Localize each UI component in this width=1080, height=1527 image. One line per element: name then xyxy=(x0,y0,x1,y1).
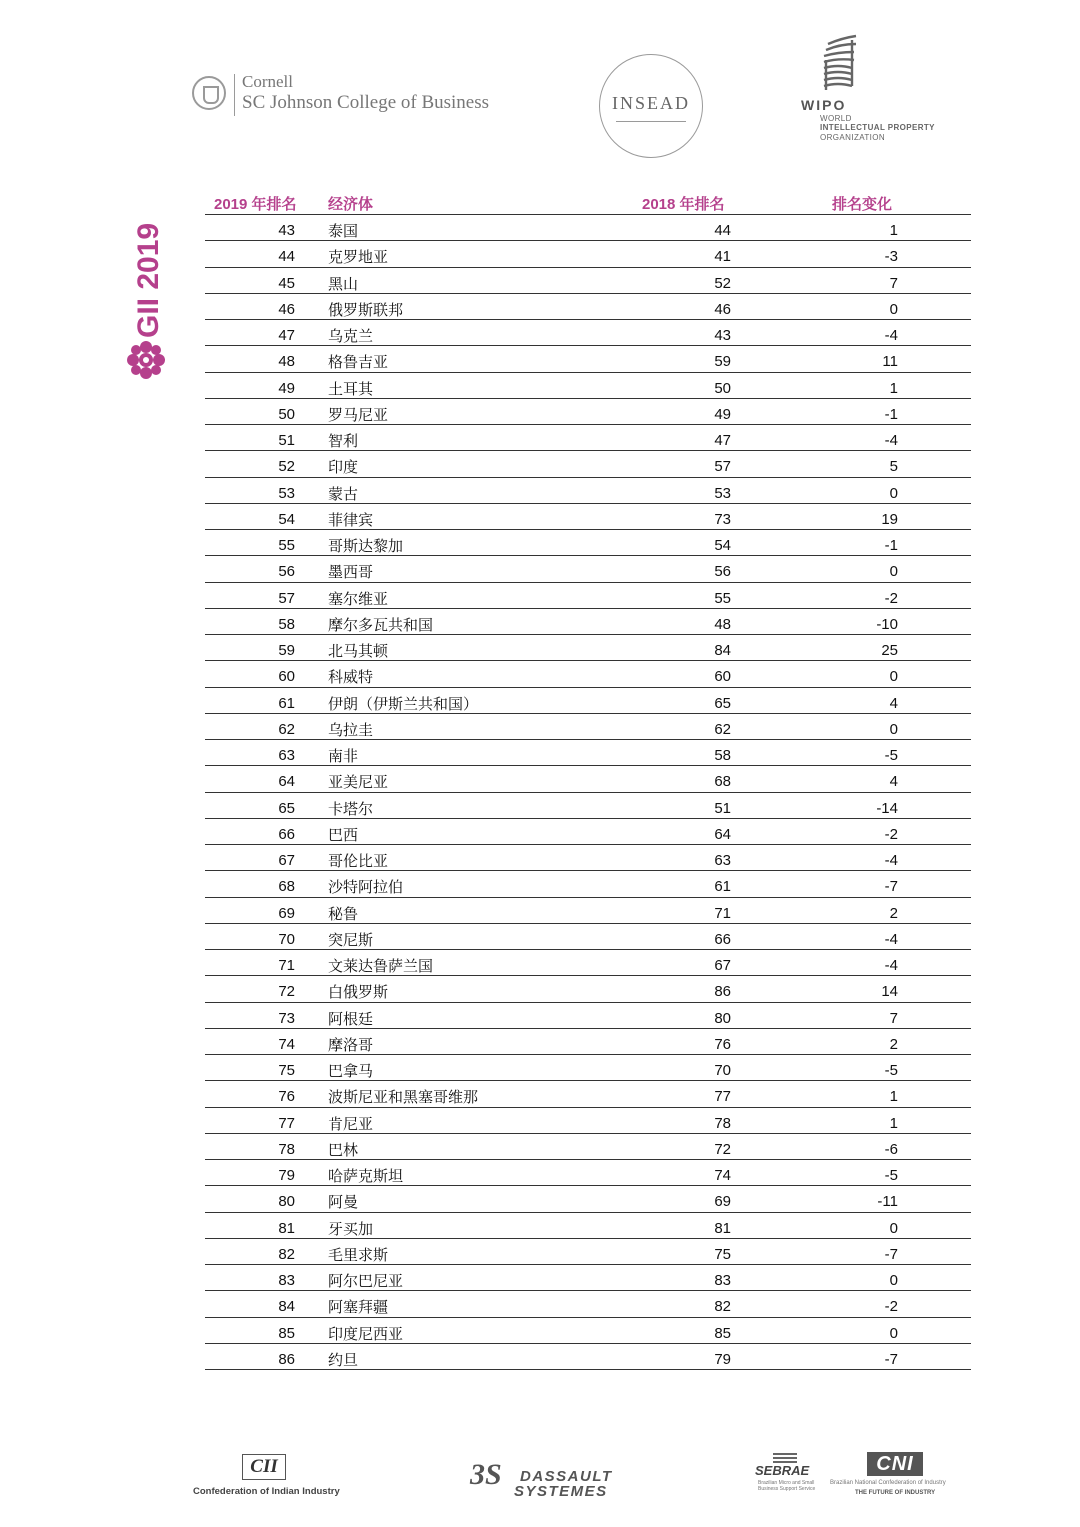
table-row xyxy=(205,845,971,871)
table-row xyxy=(205,976,971,1002)
cell-rank-2019: 44 xyxy=(278,248,295,266)
cell-rank-2019: 49 xyxy=(278,379,295,397)
table-row xyxy=(205,1213,971,1239)
gii-flower-icon xyxy=(127,341,165,379)
table-row xyxy=(205,556,971,582)
table-row xyxy=(205,451,971,477)
cell-rank-2019: 79 xyxy=(278,1167,295,1184)
cell-rank-2018: 75 xyxy=(714,1245,731,1263)
cell-rank-2019: 63 xyxy=(278,747,295,764)
cell-rank-2018: 46 xyxy=(714,300,731,318)
cell-rank-2019: 59 xyxy=(278,642,295,659)
cell-rank-2019: 52 xyxy=(278,458,295,476)
cell-economy: 哈萨克斯坦 xyxy=(328,1167,404,1185)
cni-tagline: THE FUTURE OF INDUSTRY xyxy=(855,1490,936,1496)
cell-rank-2018: 59 xyxy=(714,353,731,371)
cell-rank-2018: 66 xyxy=(714,930,731,948)
cell-economy: 俄罗斯联邦 xyxy=(328,300,404,319)
cell-rank-2018: 51 xyxy=(714,799,731,817)
wipo-line-1: WORLD xyxy=(820,114,852,123)
cell-rank-2019: 74 xyxy=(278,1035,295,1053)
table-row xyxy=(205,871,971,897)
cell-rank-change: -5 xyxy=(884,1062,898,1079)
sebrae-sub-2: Business Support Service xyxy=(758,1486,816,1492)
dassault-mark: 3S xyxy=(470,1458,502,1491)
cell-rank-2019: 85 xyxy=(278,1324,295,1342)
table-row xyxy=(205,1265,971,1291)
cii-mark: CII xyxy=(242,1454,286,1480)
cell-rank-2019: 82 xyxy=(278,1245,295,1263)
cell-rank-2018: 50 xyxy=(714,379,731,397)
cell-rank-change: 4 xyxy=(889,773,898,791)
wipo-full-name xyxy=(820,114,935,142)
cell-economy: 科威特 xyxy=(328,668,374,687)
cell-rank-change: -7 xyxy=(884,1245,898,1263)
cell-rank-change: 11 xyxy=(882,353,898,371)
sebrae-subtitle xyxy=(758,1480,815,1492)
table-row xyxy=(205,1291,971,1317)
cell-rank-change: -10 xyxy=(876,615,898,633)
cell-rank-2018: 80 xyxy=(714,1009,731,1027)
cell-economy: 乌拉圭 xyxy=(328,720,374,739)
cell-rank-2019: 43 xyxy=(278,222,295,239)
cell-rank-change: -7 xyxy=(884,878,898,896)
table-row xyxy=(205,740,971,766)
cell-rank-2019: 78 xyxy=(278,1140,295,1158)
table-row xyxy=(205,766,971,792)
cell-rank-2019: 86 xyxy=(278,1350,295,1368)
cell-rank-2019: 51 xyxy=(278,432,295,449)
table-row xyxy=(205,294,971,320)
sebrae-bars-icon xyxy=(773,1453,797,1463)
table-row xyxy=(205,1029,971,1055)
cell-rank-2019: 75 xyxy=(278,1062,295,1079)
cell-rank-change: 2 xyxy=(889,1035,898,1053)
cell-rank-change: 0 xyxy=(889,1272,898,1289)
table-row xyxy=(205,1186,971,1212)
cell-economy: 阿塞拜疆 xyxy=(328,1298,389,1317)
cell-rank-2019: 55 xyxy=(278,537,295,554)
cell-rank-2019: 62 xyxy=(278,720,295,738)
cell-economy: 巴西 xyxy=(328,825,359,844)
sponsor-footer xyxy=(0,1448,1080,1508)
cell-rank-change: 2 xyxy=(889,904,898,922)
cell-rank-change: -11 xyxy=(877,1193,898,1211)
table-row xyxy=(205,609,971,635)
table-row xyxy=(205,1108,971,1134)
cell-rank-2018: 74 xyxy=(714,1167,731,1184)
cell-economy: 沙特阿拉伯 xyxy=(328,878,404,897)
wipo-line-2: INTELLECTUAL PROPERTY xyxy=(820,123,935,133)
cell-rank-change: -5 xyxy=(884,1167,898,1184)
table-header xyxy=(205,188,971,215)
cell-economy: 印度 xyxy=(328,458,359,477)
cell-rank-2018: 61 xyxy=(714,878,731,896)
table-row xyxy=(205,425,971,451)
cornell-college: SC Johnson College of Business xyxy=(242,92,490,113)
cell-rank-2019: 58 xyxy=(278,615,295,633)
table-row xyxy=(205,320,971,346)
cell-rank-2019: 77 xyxy=(278,1114,295,1132)
cell-rank-change: -2 xyxy=(884,589,898,607)
table-row xyxy=(205,1134,971,1160)
cell-economy: 格鲁吉亚 xyxy=(328,353,389,372)
cell-economy: 土耳其 xyxy=(328,379,374,398)
sebrae-name: SEBRAE xyxy=(755,1463,810,1478)
cell-rank-change: -4 xyxy=(884,327,898,344)
cell-rank-change: 0 xyxy=(889,300,898,318)
wipo-logo xyxy=(798,30,968,145)
cell-rank-2018: 79 xyxy=(714,1350,731,1368)
cell-economy: 摩洛哥 xyxy=(328,1035,374,1054)
table-row xyxy=(205,1318,971,1344)
cell-rank-change: 1 xyxy=(889,1088,898,1106)
cell-rank-change: -4 xyxy=(884,432,898,449)
cell-rank-change: -4 xyxy=(884,930,898,948)
table-row xyxy=(205,714,971,740)
wipo-name: WIPO xyxy=(801,97,847,113)
cell-rank-change: 1 xyxy=(889,1114,898,1132)
cell-rank-change: 0 xyxy=(889,563,898,581)
cell-economy: 摩尔多瓦共和国 xyxy=(328,615,434,634)
cell-rank-2018: 84 xyxy=(714,642,731,659)
cell-rank-2018: 41 xyxy=(714,248,731,266)
cell-economy: 蒙古 xyxy=(328,484,359,503)
cell-rank-2019: 47 xyxy=(278,327,295,344)
cell-rank-2019: 72 xyxy=(278,983,295,1001)
insead-logo xyxy=(599,54,703,158)
cell-rank-2018: 68 xyxy=(714,773,731,791)
cell-rank-2019: 68 xyxy=(278,878,295,896)
cell-economy: 阿尔巴尼亚 xyxy=(328,1272,404,1290)
cell-rank-2018: 58 xyxy=(714,747,731,764)
cell-rank-2019: 56 xyxy=(278,563,295,581)
cell-rank-change: 7 xyxy=(889,1009,898,1027)
insead-name: INSEAD xyxy=(612,93,690,113)
cell-economy: 克罗地亚 xyxy=(328,248,389,267)
cell-rank-2018: 43 xyxy=(714,327,731,344)
cell-rank-2018: 85 xyxy=(714,1324,731,1342)
table-row xyxy=(205,688,971,714)
col-header-rank-2019: 2019 年排名 xyxy=(214,196,297,213)
cell-rank-2019: 83 xyxy=(278,1272,295,1289)
table-row xyxy=(205,898,971,924)
cell-rank-2019: 48 xyxy=(278,353,295,371)
cell-rank-2018: 52 xyxy=(714,274,731,292)
cell-rank-2019: 73 xyxy=(278,1009,295,1027)
cell-rank-change: -5 xyxy=(884,747,898,764)
cell-economy: 亚美尼亚 xyxy=(328,773,389,792)
table-body xyxy=(205,215,971,1370)
cell-rank-2019: 67 xyxy=(278,852,295,869)
cell-rank-change: 14 xyxy=(881,983,898,1001)
cell-rank-change: 5 xyxy=(889,458,898,476)
cell-rank-change: 1 xyxy=(889,222,898,239)
cell-rank-change: 7 xyxy=(889,274,898,292)
col-header-rank-2018: 2018 年排名 xyxy=(642,196,725,213)
sebrae-sub-1: Brazilian Micro and Small xyxy=(758,1480,815,1486)
cell-economy: 哥伦比亚 xyxy=(328,852,389,870)
table-row xyxy=(205,215,971,241)
table-row xyxy=(205,924,971,950)
table-row xyxy=(205,950,971,976)
cell-rank-2018: 86 xyxy=(714,983,731,1001)
cell-economy: 卡塔尔 xyxy=(328,799,374,818)
cell-economy: 罗马尼亚 xyxy=(328,405,389,424)
cell-economy: 乌克兰 xyxy=(328,327,374,345)
cell-rank-2018: 70 xyxy=(714,1062,731,1079)
cornell-divider xyxy=(234,74,235,116)
cell-rank-2019: 45 xyxy=(278,274,295,292)
cell-rank-change: 25 xyxy=(881,642,898,659)
cell-rank-change: 1 xyxy=(889,379,898,397)
ranking-table xyxy=(205,188,971,1370)
table-row xyxy=(205,241,971,267)
table-row xyxy=(205,1003,971,1029)
cell-rank-2019: 46 xyxy=(278,300,295,318)
cell-rank-2018: 49 xyxy=(714,405,731,423)
cell-rank-2019: 81 xyxy=(278,1219,295,1237)
cell-rank-change: -2 xyxy=(884,825,898,843)
cell-rank-2018: 69 xyxy=(714,1193,731,1211)
table-row xyxy=(205,1055,971,1081)
cell-rank-2019: 80 xyxy=(278,1193,295,1211)
cell-economy: 突尼斯 xyxy=(328,930,374,949)
cell-economy: 菲律宾 xyxy=(328,510,374,529)
table-row xyxy=(205,1081,971,1107)
cell-rank-2018: 56 xyxy=(714,563,731,581)
cell-rank-2019: 69 xyxy=(278,904,295,922)
wipo-emblem-icon xyxy=(820,30,860,94)
cell-economy: 巴拿马 xyxy=(328,1062,374,1080)
cell-rank-change: -4 xyxy=(884,957,898,974)
cell-economy: 南非 xyxy=(328,747,359,765)
table-row xyxy=(205,478,971,504)
cell-rank-2018: 62 xyxy=(714,720,731,738)
cell-economy: 黑山 xyxy=(328,274,359,293)
cell-rank-2019: 60 xyxy=(278,668,295,686)
cell-rank-change: -1 xyxy=(884,405,898,423)
cii-name: Confederation of Indian Industry xyxy=(193,1486,340,1497)
cni-subtitle: Brazilian National Confederation of Industry xyxy=(830,1480,946,1486)
cell-economy: 文莱达鲁萨兰国 xyxy=(328,957,434,975)
cell-rank-2018: 55 xyxy=(714,589,731,607)
cell-rank-change: 0 xyxy=(889,484,898,502)
cell-economy: 巴林 xyxy=(328,1140,359,1159)
cell-rank-change: 0 xyxy=(889,720,898,738)
cell-rank-2018: 82 xyxy=(714,1298,731,1316)
cell-rank-2019: 53 xyxy=(278,484,295,502)
cni-mark: CNI xyxy=(867,1452,923,1476)
cell-rank-2018: 53 xyxy=(714,484,731,502)
cell-rank-2019: 76 xyxy=(278,1088,295,1106)
cell-rank-2018: 81 xyxy=(714,1219,731,1237)
cell-rank-change: -6 xyxy=(884,1140,898,1158)
cell-rank-change: -1 xyxy=(884,537,898,554)
cell-economy: 智利 xyxy=(328,432,359,450)
cell-economy: 白俄罗斯 xyxy=(328,983,389,1002)
gii-2019-badge xyxy=(122,190,170,380)
wipo-line-3: ORGANIZATION xyxy=(820,132,886,142)
cell-rank-2018: 64 xyxy=(714,825,731,843)
cell-economy: 牙买加 xyxy=(328,1219,374,1238)
cell-rank-2018: 63 xyxy=(714,852,731,869)
cell-rank-change: -2 xyxy=(884,1298,898,1316)
cell-rank-2018: 73 xyxy=(714,510,731,528)
cell-economy: 约旦 xyxy=(328,1350,359,1369)
dassault-line-2: SYSTEMES xyxy=(514,1483,608,1500)
cell-rank-change: -14 xyxy=(876,799,898,817)
cell-rank-2018: 76 xyxy=(714,1035,731,1053)
cell-rank-2019: 71 xyxy=(278,957,295,974)
cell-economy: 毛里求斯 xyxy=(328,1245,389,1264)
cell-rank-2019: 54 xyxy=(278,510,295,528)
cell-economy: 泰国 xyxy=(328,222,359,240)
cell-economy: 墨西哥 xyxy=(328,563,374,582)
table-row xyxy=(205,373,971,399)
cell-rank-2018: 83 xyxy=(714,1272,731,1289)
table-row xyxy=(205,268,971,294)
cell-economy: 北马其顿 xyxy=(328,642,389,660)
table-row xyxy=(205,399,971,425)
cell-rank-change: 0 xyxy=(889,1324,898,1342)
cell-rank-2018: 78 xyxy=(714,1114,731,1132)
cell-rank-2018: 72 xyxy=(714,1140,731,1158)
cell-rank-2018: 57 xyxy=(714,458,731,476)
cell-economy: 肯尼亚 xyxy=(328,1114,374,1133)
table-row xyxy=(205,530,971,556)
cell-rank-change: -3 xyxy=(884,248,898,266)
cell-economy: 阿曼 xyxy=(328,1193,359,1212)
cornell-name: Cornell xyxy=(242,72,293,91)
cell-economy: 秘鲁 xyxy=(328,904,359,923)
table-row xyxy=(205,819,971,845)
cell-economy: 哥斯达黎加 xyxy=(328,537,404,555)
cell-rank-2019: 70 xyxy=(278,930,295,948)
cell-rank-change: 0 xyxy=(889,668,898,686)
cell-rank-change: 0 xyxy=(889,1219,898,1237)
cell-economy: 阿根廷 xyxy=(328,1009,374,1028)
cell-economy: 波斯尼亚和黑塞哥维那 xyxy=(328,1088,479,1107)
cell-rank-change: 4 xyxy=(889,694,898,712)
table-row xyxy=(205,793,971,819)
gii-badge-text: GII 2019 xyxy=(132,222,165,338)
cell-rank-2018: 44 xyxy=(714,222,731,239)
cell-rank-2018: 47 xyxy=(714,432,731,449)
dassault-line-1: DASSAULT xyxy=(520,1468,613,1485)
cell-rank-2018: 60 xyxy=(714,668,731,686)
table-row xyxy=(205,1239,971,1265)
cell-rank-2019: 61 xyxy=(278,694,295,712)
cell-economy: 塞尔维亚 xyxy=(328,589,389,608)
col-header-economy: 经济体 xyxy=(328,196,374,213)
cell-rank-change: -4 xyxy=(884,852,898,869)
cell-rank-change: 19 xyxy=(881,510,898,528)
cell-economy: 伊朗（伊斯兰共和国） xyxy=(328,694,479,713)
cell-rank-change: -7 xyxy=(884,1350,898,1368)
cell-rank-2019: 66 xyxy=(278,825,295,843)
cell-rank-2018: 67 xyxy=(714,957,731,974)
cell-rank-2019: 65 xyxy=(278,799,295,817)
cell-rank-2019: 57 xyxy=(278,589,295,607)
cell-rank-2018: 48 xyxy=(714,615,731,633)
cell-rank-2019: 84 xyxy=(278,1298,295,1316)
table-row xyxy=(205,583,971,609)
cell-rank-2018: 71 xyxy=(714,904,731,922)
table-row xyxy=(205,661,971,687)
cell-rank-2019: 50 xyxy=(278,405,295,423)
table-row xyxy=(205,635,971,661)
cornell-seal-icon xyxy=(192,76,226,110)
col-header-rank-change: 排名变化 xyxy=(832,196,893,213)
cell-rank-2018: 54 xyxy=(714,537,731,554)
cell-rank-2018: 65 xyxy=(714,694,731,712)
table-row xyxy=(205,504,971,530)
cornell-logo xyxy=(192,72,522,122)
cell-rank-2019: 64 xyxy=(278,773,295,791)
table-row xyxy=(205,1344,971,1370)
table-row xyxy=(205,1160,971,1186)
table-row xyxy=(205,346,971,372)
cell-rank-2018: 77 xyxy=(714,1088,731,1106)
insead-rule xyxy=(616,121,686,122)
cell-economy: 印度尼西亚 xyxy=(328,1324,404,1343)
